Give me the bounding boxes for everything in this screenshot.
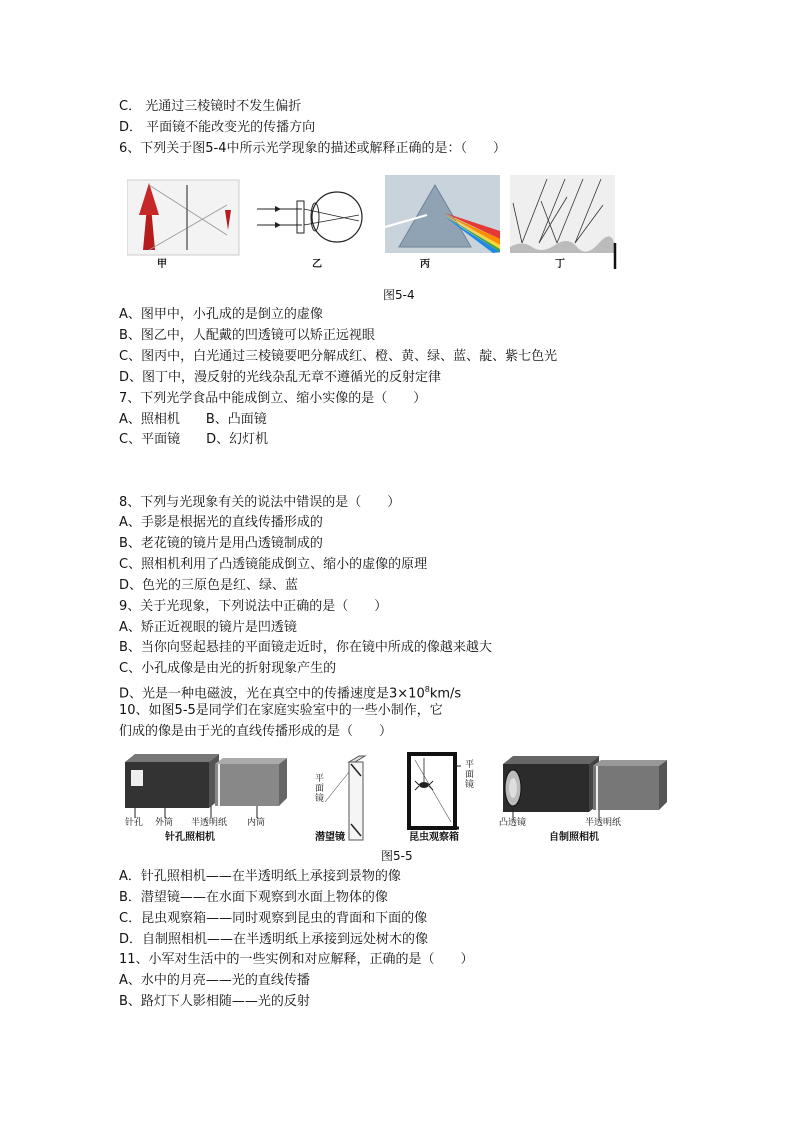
q9-option-c: C、小孔成像是由光的折射现象产生的: [119, 661, 337, 676]
label-yi: 乙: [312, 259, 322, 270]
q10-option-c: C．昆虫观察箱——同时观察到昆虫的背面和下面的像: [119, 911, 428, 926]
q9-stem: 9、关于光现象，下列说法中正确的是（ ）: [119, 599, 388, 614]
q9-option-d: [119, 681, 461, 703]
q7-options-cd: C、平面镜 D、幻灯机: [119, 432, 269, 447]
label-translucent-paper: 半透明纸: [191, 818, 228, 828]
q6-option-b: B、图乙中，人配戴的凹透镜可以矫正远视眼: [119, 328, 375, 343]
figure-5-4-drawing: [127, 175, 627, 275]
q10-stem-line1: 10、如图5-5是同学们在家庭实验室中的一些小制作，它: [119, 703, 443, 718]
figure-5-5: [119, 752, 671, 847]
label-outer-tube: 外筒: [155, 818, 174, 828]
q9d-text: D、光是一种电磁波，光在真空中的传播速度是3×10: [119, 686, 425, 702]
q5-option-d: D． 平面镜不能改变光的传播方向: [119, 120, 316, 135]
q8-option-d: D、色光的三原色是红、绿、蓝: [119, 578, 299, 593]
periscope-mirror-label: 平面镜: [315, 774, 325, 804]
figure-5-4: [127, 175, 627, 275]
q10-option-b: B．潜望镜——在水面下观察到水面上物体的像: [119, 890, 388, 905]
periscope-title: 潜望镜: [315, 832, 345, 843]
q11-option-a: A、水中的月亮——光的直线传播: [119, 973, 310, 988]
homemade-camera-title: 自制照相机: [549, 832, 599, 843]
q6-option-d: D、图丁中，漫反射的光线杂乱无章不遵循光的反射定律: [119, 370, 442, 385]
q9d-unit: km/s: [429, 686, 462, 702]
label-translucent-paper-2: 半透明纸: [585, 818, 622, 828]
q9d-exponent: 8: [424, 685, 430, 694]
label-ding: 丁: [555, 259, 565, 270]
q5-option-c: C． 光通过三棱镜时不发生偏折: [119, 99, 302, 114]
q11-stem: 11、小军对生活中的一些实例和对应解释，正确的是（ ）: [119, 952, 474, 967]
q8-stem: 8、下列与光现象有关的说法中错误的是（ ）: [119, 495, 401, 510]
q9-option-a: A、矫正近视眼的镜片是凹透镜: [119, 620, 297, 635]
q7-stem: 7、下列光学食品中能成倒立、缩小实像的是（ ）: [119, 391, 427, 406]
q8-option-a: A、手影是根据光的直线传播形成的: [119, 515, 323, 530]
q6-option-c: C、图丙中，白光通过三棱镜要吧分解成红、橙、黄、绿、蓝、靛、紫七色光: [119, 349, 558, 364]
q6-option-a: A、图甲中，小孔成的是倒立的虚像: [119, 307, 323, 322]
q6-stem: 6、下列关于图5-4中所示光学现象的描述或解释正确的是：（ ）: [119, 141, 507, 156]
label-convex-lens: 凸透镜: [499, 818, 527, 828]
q8-option-c: C、照相机利用了凸透镜能成倒立、缩小的虚像的原理: [119, 557, 428, 572]
q9-option-b: B、当你向竖起悬挂的平面镜走近时，你在镜中所成的像越来越大: [119, 640, 492, 655]
label-jia: 甲: [157, 259, 167, 270]
q10-option-a: A．针孔照相机——在半透明纸上承接到景物的像: [119, 869, 401, 884]
figure-5-4-caption: 图5-4: [383, 288, 415, 302]
label-inner-tube: 内筒: [247, 818, 266, 828]
q10-option-d: D．自制照相机——在半透明纸上承接到远处树木的像: [119, 932, 429, 947]
label-pinhole: 针孔: [125, 818, 144, 828]
q8-option-b: B、老花镜的镜片是用凸透镜制成的: [119, 536, 323, 551]
label-bing: 丙: [420, 259, 430, 270]
figure-5-5-caption: 图5-5: [381, 849, 413, 863]
q7-options-ab: A、照相机 B、凸面镜: [119, 412, 267, 427]
q11-option-b: B、路灯下人影相随——光的反射: [119, 994, 310, 1009]
insect-mirror-label: 平面镜: [465, 760, 475, 790]
insect-box-title: 昆虫观察箱: [409, 832, 459, 843]
q10-stem-line2: 们成的像是由于光的直线传播形成的是（ ）: [119, 724, 393, 739]
pinhole-camera-title: 针孔照相机: [165, 832, 215, 843]
